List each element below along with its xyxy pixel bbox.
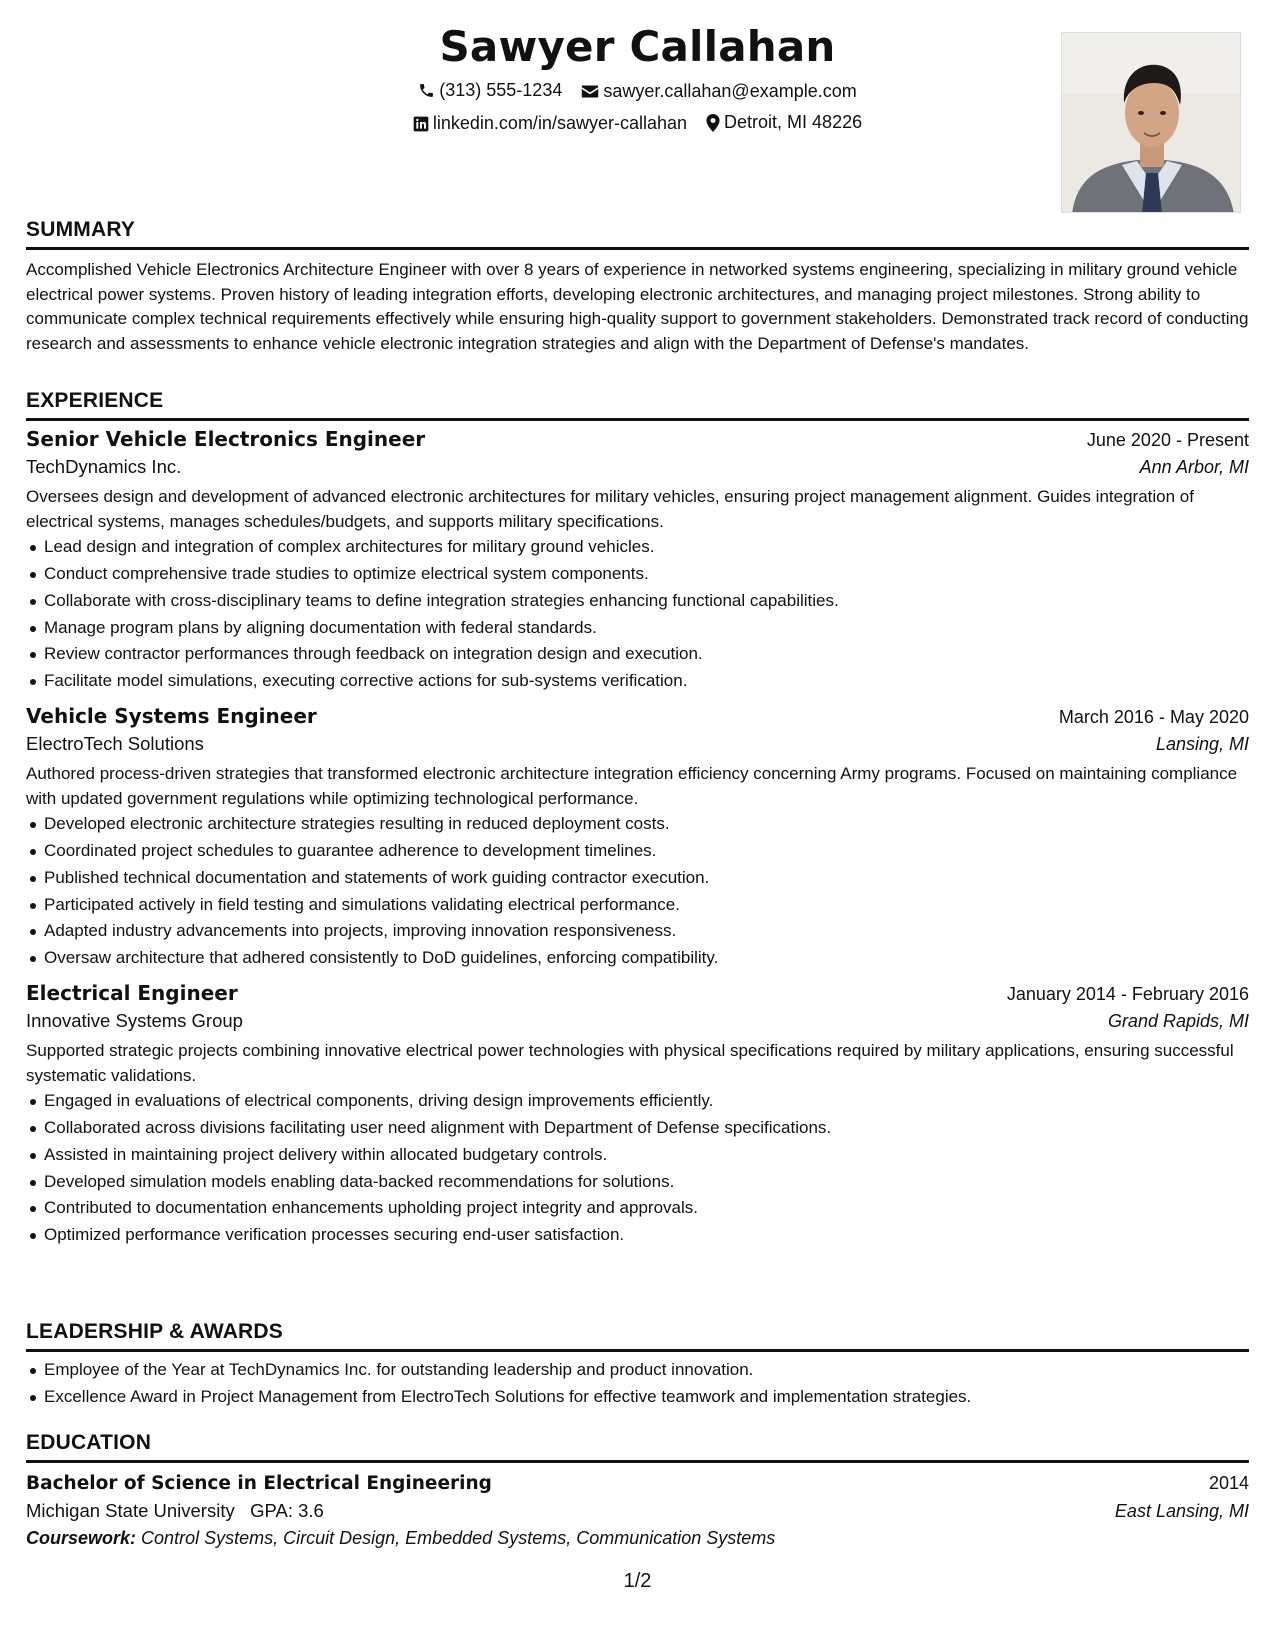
list-item: Coordinated project schedules to guarantee adherence to development timelines.: [26, 838, 1249, 865]
job-title: Vehicle Systems Engineer: [26, 703, 317, 728]
list-item: Employee of the Year at TechDynamics Inc. for outstanding leadership and product innovation.: [26, 1357, 1249, 1384]
awards-list: [26, 1357, 1249, 1411]
list-item: Developed electronic architecture strategies resulting in reduced deployment costs.: [26, 811, 1249, 838]
job-company: Innovative Systems Group: [26, 1009, 243, 1031]
job-company-row: [26, 456, 1249, 478]
job-title: Senior Vehicle Electronics Engineer: [26, 427, 426, 451]
awards-section: [26, 1320, 1249, 1411]
list-item: Manage program plans by aligning documentation with federal standards.: [26, 615, 1249, 642]
job-description: Oversees design and development of advanced electronic architectures for military vehicles, ensuring project management alignment. Guides integration of electrical systems, manages schedules/budgets, and supports military specifications.: [26, 487, 1194, 531]
list-item: Engaged in evaluations of electrical components, driving design improvements efficiently.: [26, 1088, 1249, 1115]
job-header-row: [26, 981, 1249, 1005]
section-divider: [26, 247, 1249, 250]
phone-text: (313) 555-1234: [439, 80, 563, 100]
candidate-name: Sawyer Callahan: [439, 22, 836, 71]
job-company: ElectroTech Solutions: [26, 732, 204, 754]
location-text: Detroit, MI 48226: [724, 112, 863, 132]
list-item: Collaborate with cross-disciplinary teams to define integration strategies enhancing functional capabilities.: [26, 588, 1249, 615]
gpa: GPA: 3.6: [250, 1500, 324, 1521]
education-section: [26, 1431, 1249, 1549]
list-item: Review contractor performances through feedback on integration design and execution.: [26, 641, 1249, 668]
page-number: 1/2: [623, 1570, 652, 1592]
list-item: Assisted in maintaining project delivery within allocated budgetary controls.: [26, 1142, 1249, 1169]
job-bullets: [26, 811, 1249, 972]
linkedin-icon: [413, 116, 429, 132]
job-company-row: [26, 733, 1249, 755]
job-title: Electrical Engineer: [26, 980, 238, 1005]
contact-location: [706, 112, 862, 133]
linkedin-text[interactable]: linkedin.com/in/sawyer-callahan: [432, 113, 688, 133]
phone-icon: [418, 82, 435, 99]
map-pin-icon: [706, 114, 720, 132]
list-item: Contributed to documentation enhancements upholding project integrity and approvals.: [26, 1195, 1249, 1222]
job-entry: [26, 427, 1249, 695]
awards-heading: LEADERSHIP & AWARDS: [26, 1320, 283, 1343]
job-header-row: [26, 427, 1249, 451]
job-company: TechDynamics Inc.: [26, 456, 182, 477]
experience-heading: EXPERIENCE: [26, 389, 164, 412]
summary-text: Accomplished Vehicle Electronics Architecture Engineer with over 8 years of experience in networked systems engineering, specializing in military ground vehicle electrical power systems. Proven history of leading integration efforts, developing electronic architectures, and managing project milestones. Strong ability to communicate complex technical requirements effectively while ensuring high-quality support to government stakeholders. Demonstrated track record of conducting research and assessments to enhance vehicle electronic integration strategies and align with the Department of Defense's mandates.: [26, 260, 1249, 353]
job-location: Lansing, MI: [1155, 733, 1249, 754]
list-item: Published technical documentation and statements of work guiding contractor execution.: [26, 865, 1249, 892]
list-item: Developed simulation models enabling data-backed recommendations for solutions.: [26, 1169, 1249, 1196]
list-item: Collaborated across divisions facilitating user need alignment with Department of Defense specifications.: [26, 1115, 1249, 1142]
job-header-row: [26, 704, 1249, 728]
list-item: Lead design and integration of complex architectures for military ground vehicles.: [26, 534, 1249, 561]
resume-header: [26, 0, 1249, 212]
list-item: Optimized performance verification processes securing end-user satisfaction.: [26, 1222, 1249, 1249]
job-entry: [26, 704, 1249, 972]
job-description: Supported strategic projects combining innovative electrical power technologies with physical specifications required by military applications, ensuring successful systematic validations.: [26, 1040, 1234, 1085]
experience-section: [26, 389, 1249, 1249]
job-bullets: [26, 534, 1249, 695]
email-text[interactable]: sawyer.callahan@example.com: [603, 81, 857, 101]
school-info: [26, 1500, 324, 1522]
contact-email[interactable]: [581, 81, 856, 102]
job-location: Ann Arbor, MI: [1139, 457, 1249, 477]
job-bullets: [26, 1088, 1249, 1249]
list-item: Adapted industry advancements into projects, improving innovation responsiveness.: [26, 918, 1249, 945]
degree-title: Bachelor of Science in Electrical Engineering: [26, 1473, 492, 1494]
education-school-row: [26, 1500, 1249, 1522]
section-divider: [26, 418, 1249, 421]
education-heading: EDUCATION: [26, 1431, 152, 1454]
coursework-label: Coursework:: [26, 1528, 137, 1548]
job-company-row: [26, 1010, 1249, 1032]
contact-linkedin[interactable]: [413, 113, 687, 134]
list-item: Oversaw architecture that adhered consistently to DoD guidelines, enforcing compatibility.: [26, 945, 1249, 972]
job-description: Authored process-driven strategies that transformed electronic architecture integration efficiency concerning Army programs. Focused on maintaining compliance with updated government regulations while optimizing technological performance.: [26, 763, 1238, 808]
summary-section: [26, 218, 1249, 356]
section-divider: [26, 1349, 1249, 1352]
coursework-list: Control Systems, Circuit Design, Embedded Systems, Communication Systems: [141, 1528, 776, 1548]
list-item: Facilitate model simulations, executing corrective actions for sub-systems verification.: [26, 668, 1249, 695]
coursework: [26, 1528, 1249, 1549]
list-item: Participated actively in field testing and simulations validating electrical performance.: [26, 892, 1249, 919]
profile-photo: [1061, 32, 1241, 213]
job-location: Grand Rapids, MI: [1107, 1010, 1249, 1031]
envelope-icon: [581, 84, 599, 99]
education-header-row: [26, 1473, 1249, 1494]
list-item: Conduct comprehensive trade studies to optimize electrical system components.: [26, 561, 1249, 588]
school-location: East Lansing, MI: [1114, 1501, 1249, 1521]
job-dates: March 2016 - May 2020: [1058, 706, 1249, 727]
job-dates: June 2020 - Present: [1086, 430, 1249, 450]
graduation-year: 2014: [1208, 1473, 1249, 1493]
list-item: Excellence Award in Project Management from ElectroTech Solutions for effective teamwork and implementation strategies.: [26, 1384, 1249, 1411]
school-name: Michigan State University: [26, 1500, 235, 1521]
section-divider: [26, 1460, 1249, 1463]
contact-phone: [418, 80, 562, 101]
job-entry: [26, 981, 1249, 1249]
job-dates: January 2014 - February 2016: [1006, 983, 1249, 1004]
summary-heading: SUMMARY: [26, 218, 136, 241]
profile-photo-illustration: [1062, 33, 1241, 213]
